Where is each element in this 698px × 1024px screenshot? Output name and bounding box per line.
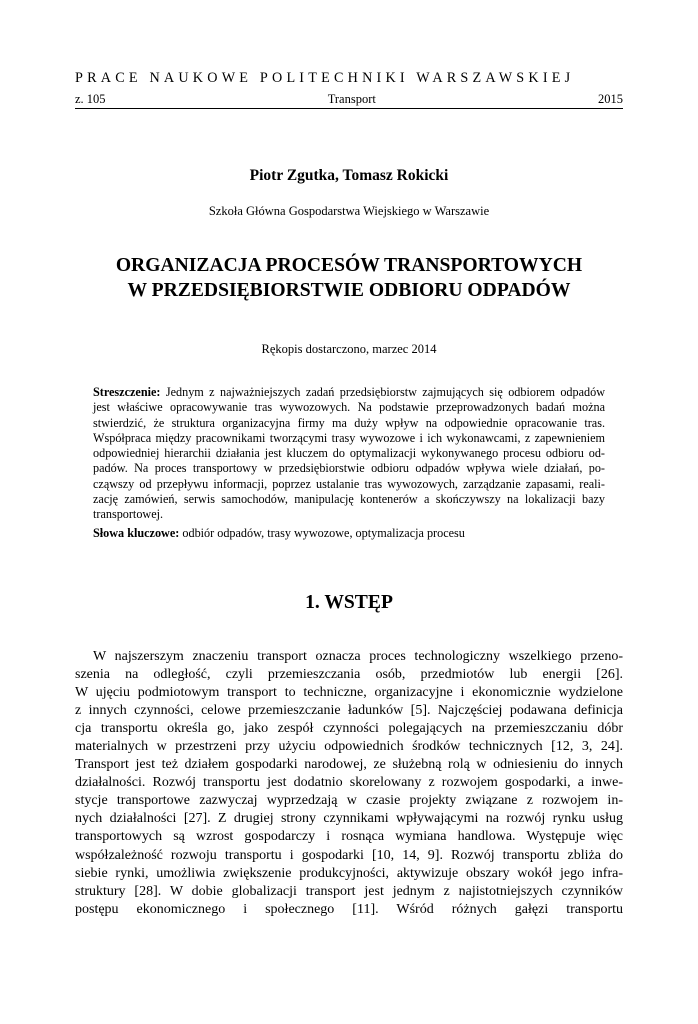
abstract-line: transportowej. xyxy=(93,507,164,522)
affiliation: Szkoła Główna Gospodarstwa Wiejskiego w Warszawie xyxy=(208,204,490,218)
body-line: siebie rynki, umożliwia zwiększenie produkcyjności, aktywizuje obszary wokół jego infra- xyxy=(75,865,623,881)
abstract-line: cząwszy od przepływu informacji, poprzez ustalanie tras wywozowych, zarządzanie zapasami, reali- xyxy=(93,476,605,491)
body-line: W ujęciu podmiotowym transport to techniczne, organizacyjne i ekonomicznie wydzielone xyxy=(75,685,623,701)
abstract-line: Współpraca między pracownikami tworzącymi trasy wywozowe i ich wykonawcami, z zapewnieniem xyxy=(93,430,605,445)
journal-name: PRACE NAUKOWE POLITECHNIKI WARSZAWSKIEJ xyxy=(75,70,575,86)
series-name: Transport xyxy=(327,92,376,106)
paper-title xyxy=(0,253,698,303)
authors: Piotr Zgutka, Tomasz Rokicki xyxy=(249,167,449,184)
header-rule xyxy=(75,108,623,109)
body-text xyxy=(75,648,623,919)
volume-number: z. 105 xyxy=(75,92,106,106)
abstract-line: padów. Na proces transportowy w przedsiębiorstwie odbioru odpadów wpływa wiele działań, po- xyxy=(93,461,605,476)
body-line: cja transportu określa go, jako zespół czynności polegających na przemieszczaniu dóbr xyxy=(75,721,623,737)
body-line: z innych czynności, celowe przemieszczanie ładunków [5]. Najczęściej podawana definicja xyxy=(75,703,623,719)
abstract-line: Streszczenie: Jednym z najważniejszych zadań przedsiębiorstw zajmujących się odbiorem odpadów xyxy=(93,385,605,399)
received-date: Rękopis dostarczono, marzec 2014 xyxy=(261,342,437,356)
body-line: struktury [28]. W dobie globalizacji transport jest jednym z najistotniejszych czynników xyxy=(75,883,623,899)
body-line: transportowych są wzrost gospodarczy i rosnąca wymiana handlowa. Występuje więc xyxy=(75,829,623,845)
abstract-line: jest właściwe opracowywanie tras wywozowych. Na podstawie przeprowadzonych badań można xyxy=(93,400,605,415)
body-line: nych działalności [27]. Z drugiej strony czynnikami wpływającymi na rozwój rynku usług xyxy=(75,811,623,827)
abstract-line: odpowiedniej hierarchii działania jest kluczem do optymalizacji wykonywanego procesu odbioru od- xyxy=(93,446,605,461)
abstract-line: zację zamówień, serwis samochodów, manipulację kontenerów a skończywszy na lokalizacji bazy xyxy=(93,492,605,507)
keywords xyxy=(93,526,605,541)
abstract-line: stwierdzić, że struktura organizacyjna firmy ma duży wpływ na odpowiednie opracowanie tras. xyxy=(93,415,605,430)
body-line: postępu ekonomicznego i społecznego [11]. Wśród różnych gałęzi transportu xyxy=(75,901,623,917)
body-line: szenia na odległość, czyli przemieszczania osób, przedmiotów lub energii [26]. xyxy=(75,667,623,683)
keywords-label: Słowa kluczowe: xyxy=(93,526,180,540)
abstract-label: Streszczenie: xyxy=(93,385,161,399)
body-line: Transport jest też działem gospodarki narodowej, ze służebną rolą w odniesieniu do innych xyxy=(75,757,623,773)
body-line: W najszerszym znaczeniu transport oznacza proces technologiczny wszelkiego przeno- xyxy=(93,649,623,664)
title-line-1: ORGANIZACJA PROCESÓW TRANSPORTOWYCH xyxy=(115,255,583,276)
body-line: materialnych w przestrzeni przy użyciu odpowiednich środków technicznych [12, 3, 24]. xyxy=(75,739,623,755)
body-line: współzależność rozwoju transportu i gospodarki [10, 14, 9]. Rozwój transportu zbliża do xyxy=(75,847,623,863)
keywords-text: odbiór odpadów, trasy wywozowe, optymalizacja procesu xyxy=(182,526,465,540)
abstract xyxy=(93,385,605,523)
body-line: działalności. Rozwój transportu jest dodatnio skorelowany z rozwojem gospodarki, a inwe- xyxy=(75,775,623,791)
section-heading: 1. WSTĘP xyxy=(305,592,393,613)
journal-meta xyxy=(75,92,623,107)
body-line: stycje transportowe zazwyczaj wyprzedzają w czasie projekty związane z rozwojem in- xyxy=(75,793,623,809)
publication-year: 2015 xyxy=(597,92,623,106)
title-line-2: W PRZEDSIĘBIORSTWIE ODBIORU ODPADÓW xyxy=(127,280,571,301)
